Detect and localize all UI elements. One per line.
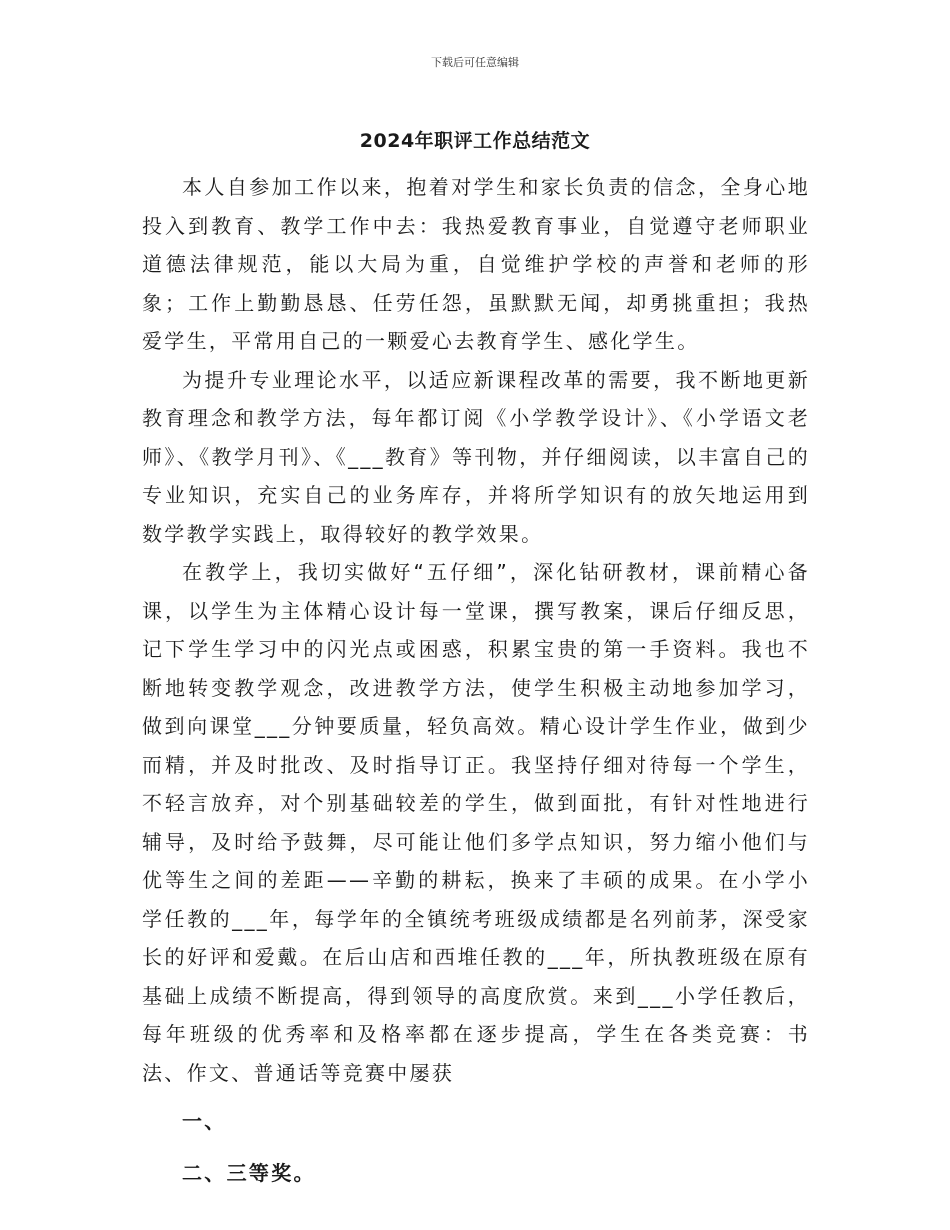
list-item-1: 一、 (182, 1109, 227, 1133)
paragraph-2: 为提升专业理论水平，以适应新课程改革的需要，我不断地更新教育理念和教学方法，每年都订阅《小学教学设计》、《小学语文老师》、《教学月刊》、《___教育》等刊物，并仔细阅读，以丰富自己的专业知识，充实自己的业务库存，并将所学知识有的放矢地运用到数学教学实践上，取得较好的教学效果。 (142, 367, 810, 546)
list-item-2: 二、三等奖。 (182, 1161, 316, 1185)
page-header-note: 下载后可任意编辑 (431, 56, 519, 69)
paragraph-3: 在教学上，我切实做好“五仔细”，深化钻研教材，课前精心备课，以学生为主体精心设计每一堂课，撰写教案，课后仔细反思，记下学生学习中的闪光点或困惑，积累宝贵的第一手资料。我也不断地转变教学观念，改进教学方法，使学生积极主动地参加学习，做到向课堂___分钟要质量，轻负高效。精心设计学生作业，做到少而精，并及时批改、及时指导订正。我坚持仔细对待每一个学生，不轻言放弃，对个别基础较差的学生，做到面批，有针对性地进行辅导，及时给予鼓舞，尽可能让他们多学点知识，努力缩小他们与优等生之间的差距——辛勤的耕耘，换来了丰硕的成果。在小学小学任教的___年，每学年的全镇统考班级成绩都是名列前茅，深受家长的好评和爱戴。在后山店和西堆任教的___年，所执教班级在原有基础上成绩不断提高，得到领导的高度欣赏。来到___小学任教后，每年班级的优秀率和及格率都在逐步提高，学生在各类竞赛：书法、作文、普通话等竞赛中屡获 (142, 560, 810, 1085)
document-body (142, 168, 810, 1192)
document-title: 2024年职评工作总结范文 (359, 130, 591, 152)
paragraph-1: 本人自参加工作以来，抱着对学生和家长负责的信念，全身心地投入到教育、教学工作中去：我热爱教育事业，自觉遵守老师职业道德法律规范，能以大局为重，自觉维护学校的声誉和老师的形象；工作上勤勤恳恳、任劳任怨，虽默默无闻，却勇挑重担；我热爱学生，平常用自己的一颗爱心去教育学生、感化学生。 (142, 175, 810, 353)
